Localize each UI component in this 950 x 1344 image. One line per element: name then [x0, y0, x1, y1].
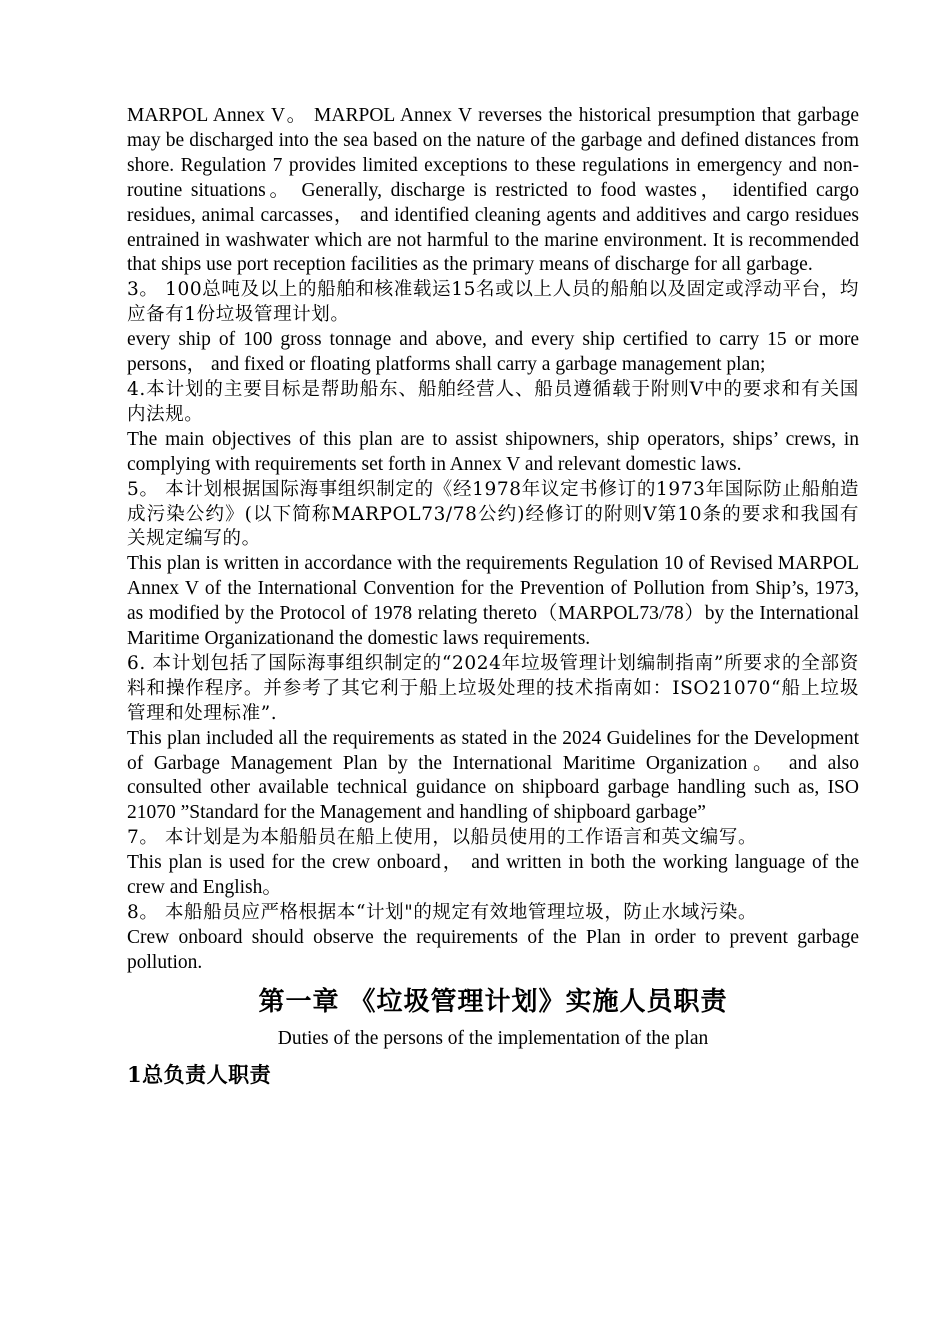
paragraph-3-en: every ship of 100 gross tonnage and above, and every ship certified to carry 15 or more persons， and fixed or floating platforms shall carry a garbage management plan;: [127, 329, 859, 376]
paragraph-4-zh: 4.本计划的主要目标是帮助船东、船舶经营人、船员遵循载于附则V中的要求和有关国内法规。: [127, 378, 859, 425]
document-page: [127, 104, 859, 1090]
section-heading: 1总负责人职责: [127, 1061, 272, 1087]
paragraph-3-zh: 3。 100总吨及以上的船舶和核准载运15名或以上人员的船舶以及固定或浮动平台，均应备有1份垃圾管理计划。: [127, 279, 859, 326]
chapter-title: 第一章 《垃圾管理计划》实施人员职责: [258, 986, 728, 1017]
paragraph-5-en: This plan is written in accordance with the requirements Regulation 10 of Revised MARPOL Annex V of the International Convention for the Prevention of Pollution from Ship’s, 1973, as modified by the Protocol of 1978 relating thereto（MARPOL73/78）by the International Maritime Organizationand the domestic laws requirements.: [127, 553, 859, 650]
paragraph-6-zh: 6. 本计划包括了国际海事组织制定的“2024年垃圾管理计划编制指南”所要求的全部资料和操作程序。并参考了其它利于船上垃圾处理的技术指南如：ISO21070“船上垃圾管理和处理标准”.: [127, 652, 859, 724]
paragraph-annex-v-en: MARPOL Annex V。 MARPOL Annex V reverses the historical presumption that garbage may be discharged into the sea based on the nature of the garbage and defined distances from shore. Regulation 7 provides limited exceptions to these regulations in emergency and non-routine situations。 Generally, discharge is restricted to food wastes， identified cargo residues, animal carcasses， and identified cleaning agents and additives and cargo residues entrained in washwater which are not harmful to the marine environment. It is recommended that ships use port reception facilities as the primary means of discharge for all garbage.: [127, 105, 859, 276]
paragraph-5-zh: 5。 本计划根据国际海事组织制定的《经1978年议定书修订的1973年国际防止船舶造成污染公约》(以下简称MARPOL73/78公约)经修订的附则Ⅴ第10条的要求和我国有关规定编写的。: [127, 478, 859, 550]
paragraph-8-zh: 8。 本船船员应严格根据本“计划"的规定有效地管理垃圾，防止水域污染。: [127, 902, 758, 923]
chapter-subtitle: Duties of the persons of the implementation of the plan: [277, 1027, 709, 1049]
paragraph-7-zh: 7。 本计划是为本船船员在船上使用，以船员使用的工作语言和英文编写。: [127, 827, 758, 849]
paragraph-8-en: Crew onboard should observe the requirements of the Plan in order to prevent garbage pollution.: [127, 926, 859, 973]
paragraph-4-en: The main objectives of this plan are to assist shipowners, ship operators, ships’ crews, in complying with requirements set forth in Annex V and relevant domestic laws.: [127, 428, 859, 475]
paragraph-6-en: This plan included all the requirements as stated in the 2024 Guidelines for the Development of Garbage Management Plan by the International Maritime Organization。 and also consulted other available technical guidance on shipboard garbage handling such as, ISO 21070 ”Standard for the Management and handling of shipboard garbage”: [127, 727, 859, 824]
paragraph-7-en: This plan is used for the crew onboard， and written in both the working language of the crew and English。: [127, 852, 859, 899]
